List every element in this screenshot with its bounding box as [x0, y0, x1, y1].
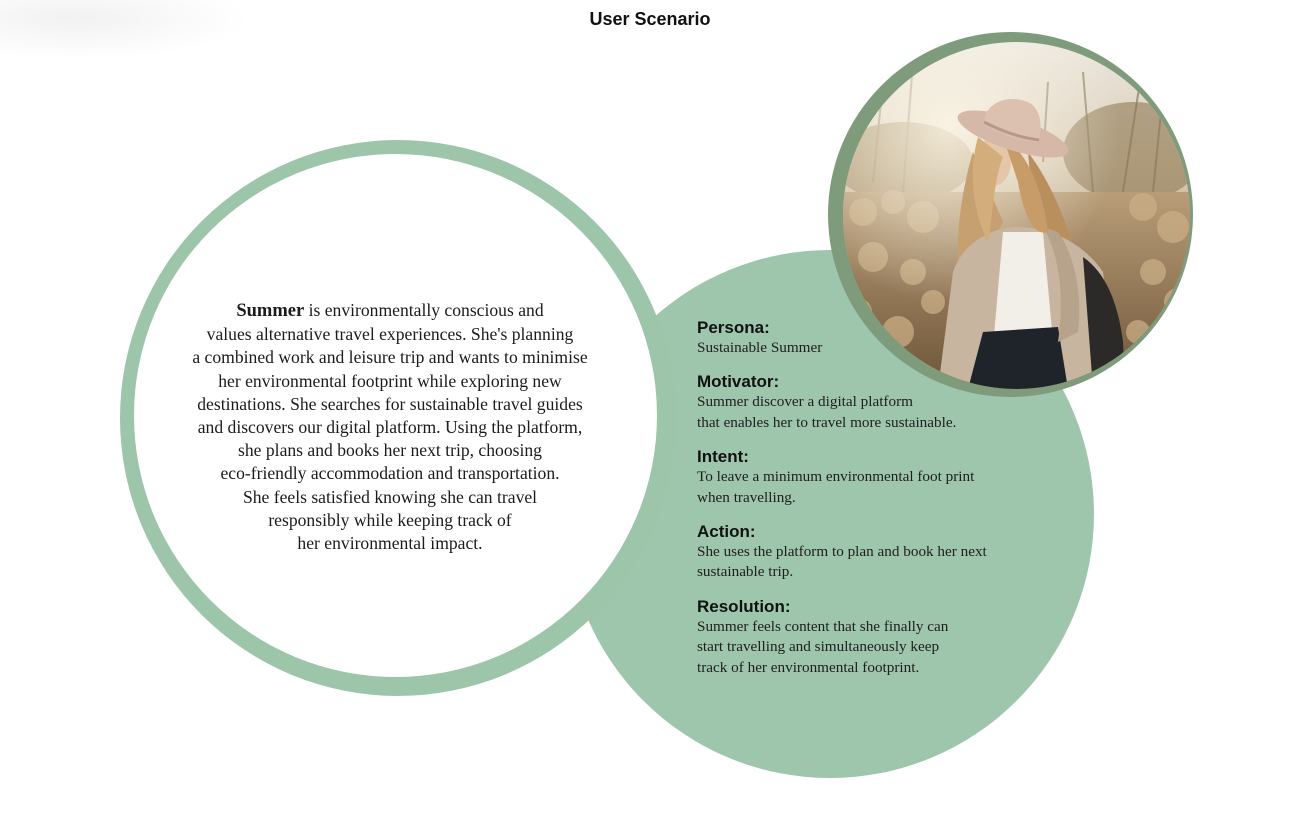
story-line: her environmental footprint while exploring new: [218, 370, 562, 391]
resolution-block: [697, 596, 1057, 678]
intent-heading: Intent:: [697, 447, 749, 467]
story-line: responsibly while keeping track of: [268, 509, 512, 530]
persona-text: Sustainable Summer: [697, 339, 823, 356]
persona-heading: Persona:: [697, 318, 770, 337]
intent-text: To leave a minimum environmental foot print when travelling.: [697, 468, 975, 506]
action-text: She uses the platform to plan and book her next sustainable trip.: [697, 543, 987, 581]
persona-name: Summer: [236, 301, 305, 321]
story-line: a combined work and leisure trip and wants to minimise: [192, 347, 588, 368]
resolution-heading: Resolution:: [697, 596, 791, 616]
woman-in-hat-photo: [843, 42, 1190, 389]
intent-block: [697, 446, 1057, 508]
story-paragraph: [155, 299, 625, 555]
story-line: She feels satisfied knowing she can travel: [242, 486, 538, 507]
story-line: values alternative travel experiences. She's planning: [206, 324, 574, 345]
story-line: eco-friendly accommodation and transportation.: [220, 463, 560, 484]
resolution-text: Summer feels content that she finally can start travelling and simultaneously keep track of her environmental footprint.: [697, 617, 949, 676]
story-line: she plans and books her next trip, choosing: [238, 440, 542, 461]
story-line: and discovers our digital platform. Using the platform,: [197, 417, 583, 438]
action-block: [697, 521, 1057, 583]
motivator-text: Summer discover a digital platform that enables her to travel more sustainable.: [697, 393, 957, 431]
story-line: her environmental impact.: [297, 533, 483, 554]
action-heading: Action:: [697, 522, 756, 542]
story-line: destinations. She searches for sustainable travel guides: [197, 393, 583, 414]
page-title: User Scenario: [589, 9, 711, 29]
motivator-heading: Motivator:: [697, 372, 780, 392]
story-line-1: Summer is environmentally conscious and: [236, 300, 544, 321]
